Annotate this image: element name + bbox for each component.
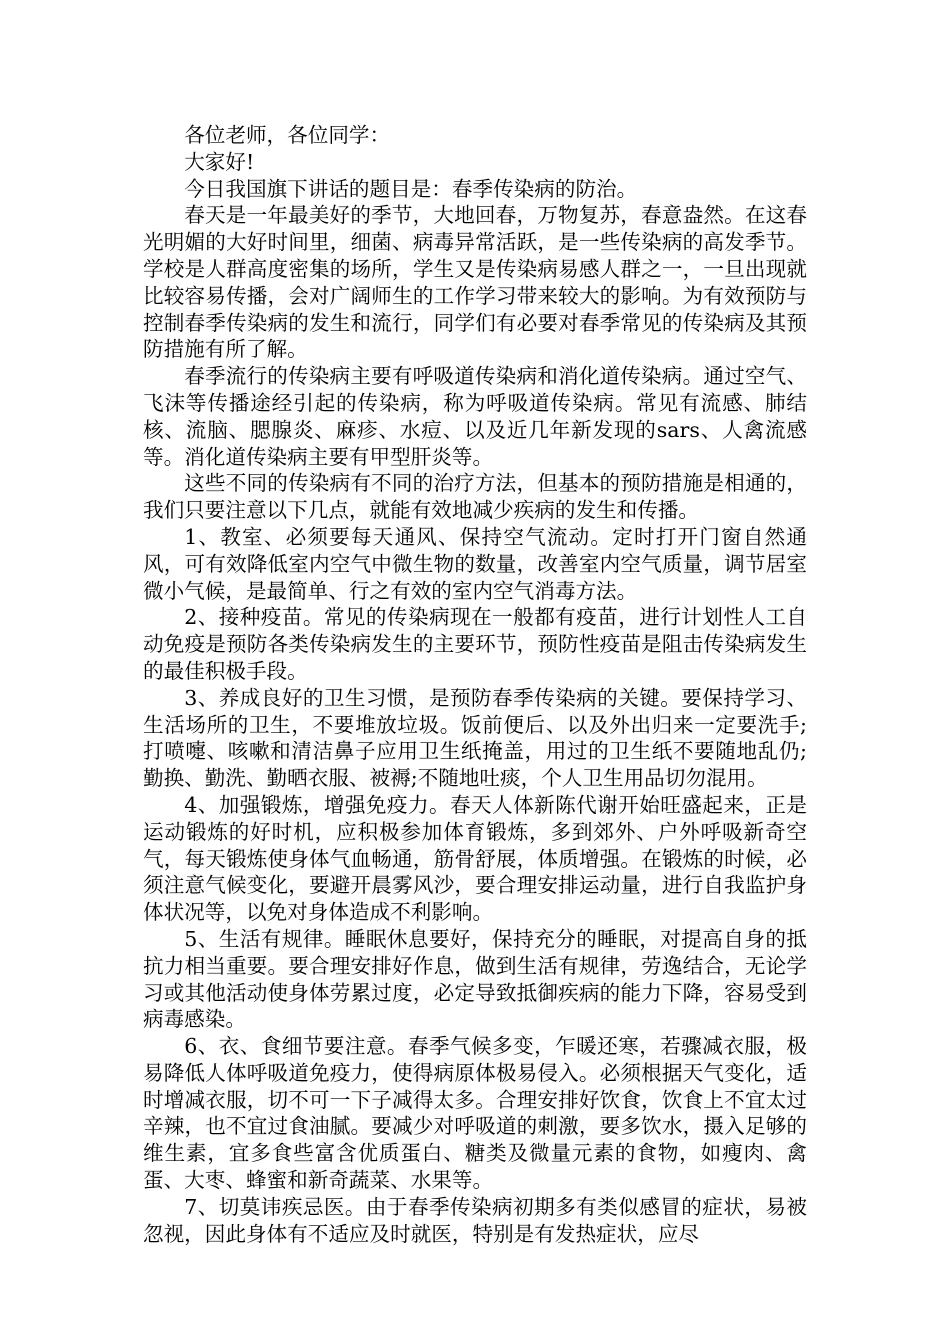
- list-item-paragraph: 3、养成良好的卫生习惯，是预防春季传染病的关键。要保持学习、生活场所的卫生，不要堆放垃圾。饭前便后、以及外出归来一定要洗手;打喷嚏、咳嗽和清洁鼻子应用卫生纸掩盖，用过的卫生纸不要随地乱仍;勤换、勤洗、勤晒衣服、被褥;不随地吐痰，个人卫生用品切勿混用。: [143, 685, 807, 791]
- list-item-paragraph: 1、教室、必须要每天通风、保持空气流动。定时打开门窗自然通风，可有效降低室内空气中微生物的数量，改善室内空气质量，调节居室微小气候，是最简单、行之有效的室内空气消毒方法。: [143, 524, 807, 603]
- list-item-paragraph: 6、衣、食细节要注意。春季气候多变，乍暖还寒，若骤减衣服，极易降低人体呼吸道免疫力，使得病原体极易侵入。必须根据天气变化，适时增减衣服，切不可一下子减得太多。合理安排好饮食，饮食上不宜太过辛辣，也不宜过食油腻。要减少对呼吸道的刺激，要多饮水，摄入足够的维生素，宜多食些富含优质蛋白、糖类及微量元素的食物，如瘦肉、禽蛋、大枣、蜂蜜和新奇蔬菜、水果等。: [143, 1034, 807, 1193]
- body-paragraph: 春天是一年最美好的季节，大地回春，万物复苏，春意盎然。在这春光明媚的大好时间里，细菌、病毒异常活跃，是一些传染病的高发季节。学校是人群高度密集的场所，学生又是传染病易感人群之一，一旦出现就比较容易传播，会对广阔师生的工作学习带来较大的影响。为有效预防与控制春季传染病的发生和流行，同学们有必要对春季常见的传染病及其预防措施有所了解。: [143, 203, 807, 362]
- body-paragraph: 这些不同的传染病有不同的治疗方法，但基本的预防措施是相通的，我们只要注意以下几点，就能有效地减少疾病的发生和传播。: [143, 471, 807, 523]
- hello-paragraph: 大家好!: [184, 149, 255, 174]
- list-item-paragraph: 2、接种疫苗。常见的传染病现在一般都有疫苗，进行计划性人工自动免疫是预防各类传染病发生的主要环节，预防性疫苗是阻击传染病发生的最佳积极手段。: [143, 605, 807, 683]
- topic-paragraph: 今日我国旗下讲话的题目是：春季传染病的防治。: [184, 176, 638, 201]
- greeting-paragraph: 各位老师，各位同学：: [184, 123, 391, 147]
- list-item-paragraph: 4、加强锻炼，增强免疫力。春天人体新陈代谢开始旺盛起来，正是运动锻炼的好时机，应积极参加体育锻炼，多到郊外、户外呼吸新奇空气，每天锻炼使身体气血畅通，筋骨舒展，体质增强。在锻炼的时候，必须注意气候变化，要避开晨雾风沙，要合理安排运动量，进行自我监护身体状况等，以免对身体造成不利影响。: [143, 792, 807, 925]
- list-item-paragraph: 5、生活有规律。睡眠休息要好，保持充分的睡眠，对提高自身的抵抗力相当重要。要合理安排好作息，做到生活有规律，劳逸结合，无论学习或其他活动使身体劳累过度，必定导致抵御疾病的能力下降，容易受到病毒感染。: [143, 926, 807, 1032]
- document-body: [143, 122, 807, 1247]
- list-item-paragraph: 7、切莫讳疾忌医。由于春季传染病初期多有类似感冒的症状，易被忽视，因此身体有不适应及时就医，特别是有发热症状，应尽: [143, 1194, 807, 1246]
- body-paragraph: 春季流行的传染病主要有呼吸道传染病和消化道传染病。通过空气、飞沫等传播途经引起的传染病，称为呼吸道传染病。常见有流感、肺结核、流脑、腮腺炎、麻疹、水痘、以及近几年新发现的sars、人禽流感等。消化道传染病主要有甲型肝炎等。: [143, 364, 807, 469]
